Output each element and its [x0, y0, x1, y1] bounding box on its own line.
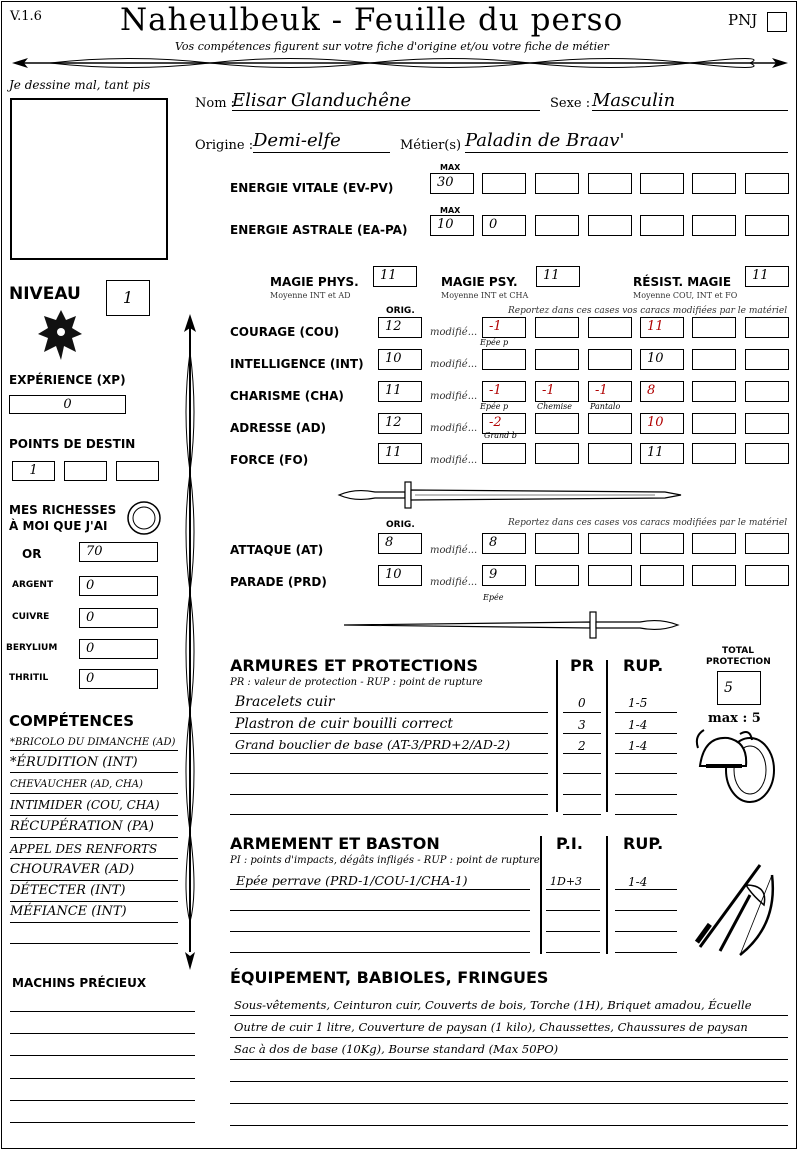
ea-label: ENERGIE ASTRALE (EA-PA): [230, 223, 408, 237]
ea-current-value: 0: [489, 217, 498, 232]
competence-item: CHOURAVER (AD): [10, 862, 135, 877]
stat-mod-value: -1: [489, 383, 502, 398]
armure-item-rup: 1-4: [628, 739, 648, 753]
money-value-thritil: 0: [86, 671, 95, 686]
origine-value: Demi-elfe: [253, 130, 341, 151]
total-protection-value: 5: [724, 680, 733, 696]
stat-mod-source: Chemise: [537, 402, 572, 411]
armure-line: [563, 814, 601, 815]
competence-item: APPEL DES RENFORTS: [10, 842, 158, 856]
armure-line: [230, 712, 548, 713]
stat-label: INTELLIGENCE (INT): [230, 357, 364, 371]
metier-field[interactable]: [465, 130, 788, 153]
stat-extra-box-2[interactable]: [745, 317, 789, 338]
armement-pi-header: P.I.: [556, 834, 583, 853]
nom-value: Elisar Glanduchêne: [232, 90, 412, 111]
magie-phys-note: Moyenne INT et AD: [270, 291, 351, 300]
stat-final-box[interactable]: [640, 349, 684, 370]
resist-magie-note: Moyenne COU, INT et FO: [633, 291, 738, 300]
money-value-berylium: 0: [86, 641, 95, 656]
magie-phys-value: 11: [380, 268, 397, 283]
destin-label: POINTS DE DESTIN: [9, 437, 136, 451]
magie-psy-note: Moyenne INT et CHA: [441, 291, 529, 300]
arme-line: [546, 889, 600, 890]
stat-orig-value: 12: [385, 319, 402, 334]
stat-mod-box-2[interactable]: [535, 349, 579, 370]
sword-ornament-icon: [335, 478, 685, 512]
ea-max-box[interactable]: [430, 215, 474, 236]
armure-item-rup: 1-5: [628, 696, 648, 710]
stat-mod-box-3[interactable]: [588, 381, 632, 402]
armure-line: [563, 753, 601, 754]
stat-mod-source: Pantalo: [590, 402, 621, 411]
armures-divider-1: [556, 660, 558, 812]
parade-mod-source: Epée: [483, 593, 504, 602]
stat-modif-label: modifié...: [430, 359, 478, 370]
ev-box-6[interactable]: [745, 173, 789, 194]
helmet-shield-icon: [694, 726, 778, 808]
arme-line: [615, 952, 677, 953]
ev-max-box[interactable]: [430, 173, 474, 194]
equipement-line-text: Sous-vêtements, Ceinturon cuir, Couverts de bois, Torche (1H), Briquet amadou, Écuelle: [234, 998, 752, 1012]
machins-line: [10, 1055, 195, 1056]
stat-label: ADRESSE (AD): [230, 421, 327, 435]
armures-title: ARMURES ET PROTECTIONS: [230, 656, 478, 675]
stat-mod-box-3[interactable]: [588, 443, 632, 464]
ev-box-1[interactable]: [482, 173, 526, 194]
vertical-spear-ornament: [178, 312, 202, 972]
arme-item-name: Epée perrave (PRD-1/COU-1/CHA-1): [236, 873, 468, 888]
origine-field[interactable]: [253, 130, 390, 153]
stat-orig-value: 11: [385, 383, 402, 398]
attaque-mod-box-4[interactable]: [640, 533, 684, 554]
equipement-line: [230, 1081, 788, 1082]
armure-line: [615, 733, 677, 734]
armure-line: [615, 753, 677, 754]
armure-item-name: Plastron de cuir bouilli correct: [235, 716, 453, 732]
arme-line: [230, 910, 530, 911]
richesses-label-1: MES RICHESSES: [9, 503, 117, 517]
stat-extra-box-1[interactable]: [692, 413, 736, 434]
xp-label: EXPÉRIENCE (XP): [9, 373, 126, 387]
page-title: Naheulbeuk - Feuille du perso: [120, 2, 624, 38]
stat-mod-source: Epée p: [480, 338, 509, 347]
max-protection: max : 5: [708, 711, 761, 726]
stat-mod-box-2[interactable]: [535, 443, 579, 464]
armure-line: [563, 773, 601, 774]
armure-line: [615, 773, 677, 774]
equipement-line-text: Outre de cuir 1 litre, Couverture de paysan (1 kilo), Chaussettes, Chaussures de paysan: [234, 1020, 748, 1034]
money-label-argent: ARGENT: [12, 580, 54, 590]
machins-line: [10, 1011, 195, 1012]
origine-label: Origine :: [195, 138, 254, 153]
stat-extra-box-1[interactable]: [692, 381, 736, 402]
arme-line: [546, 931, 600, 932]
competence-line: [10, 793, 178, 794]
niveau-label: NIVEAU: [9, 284, 81, 304]
arme-line: [615, 931, 677, 932]
machins-line: [10, 1078, 195, 1079]
armure-line: [615, 794, 677, 795]
armement-title: ARMEMENT ET BASTON: [230, 834, 440, 853]
attaque-orig-box[interactable]: [378, 533, 422, 554]
parade-mod-box-2[interactable]: [535, 565, 579, 586]
money-value-or: 70: [86, 544, 103, 559]
competence-line: [10, 772, 178, 773]
stat-mod-box-2[interactable]: [535, 413, 579, 434]
arme-line: [546, 910, 600, 911]
money-label-or: OR: [22, 547, 42, 561]
money-box-argent[interactable]: [79, 576, 158, 596]
machins-label: MACHINS PRÉCIEUX: [12, 976, 147, 990]
parade-mod-box-3[interactable]: [588, 565, 632, 586]
attaque-mod-box-6[interactable]: [745, 533, 789, 554]
stat-orig-box[interactable]: [378, 413, 422, 434]
resist-magie-label: RÉSIST. MAGIE: [633, 275, 732, 289]
armures-rup-header: RUP.: [623, 656, 664, 675]
armure-line: [230, 753, 548, 754]
competence-line: [10, 815, 178, 816]
competence-item: MÉFIANCE (INT): [10, 904, 127, 919]
stat-mod-box-3[interactable]: [588, 413, 632, 434]
stat-label: COURAGE (COU): [230, 325, 340, 339]
pnj-checkbox[interactable]: [767, 12, 787, 32]
arme-item-pi: 1D+3: [550, 875, 583, 888]
equipement-line: [230, 1037, 788, 1038]
armure-line: [230, 794, 548, 795]
header-spear-ornament: [10, 52, 790, 74]
stat-extra-box-2[interactable]: [745, 349, 789, 370]
destin-value: 1: [29, 463, 38, 478]
combat-orig-label: ORIG.: [386, 520, 415, 530]
equipement-line: [230, 1059, 788, 1060]
armure-line: [230, 773, 548, 774]
stat-final-box[interactable]: [640, 317, 684, 338]
pnj-label: PNJ: [728, 11, 758, 29]
magie-psy-label: MAGIE PSY.: [441, 275, 518, 289]
armement-subtitle: PI : points d'impacts, dégâts infligés - RUP : point de rupture: [230, 855, 540, 866]
equipement-line: [230, 1103, 788, 1104]
competence-line: [10, 837, 178, 838]
portrait-caption: Je dessine mal, tant pis: [9, 78, 151, 92]
stat-modif-label: modifié...: [430, 391, 478, 402]
money-label-cuivre: CUIVRE: [12, 612, 50, 622]
destin-box-3[interactable]: [116, 461, 159, 481]
stat-orig-value: 10: [385, 351, 402, 366]
stat-orig-box[interactable]: [378, 381, 422, 402]
stat-orig-box[interactable]: [378, 349, 422, 370]
ea-box-1[interactable]: [482, 215, 526, 236]
ea-box-4[interactable]: [640, 215, 684, 236]
arme-line: [230, 952, 530, 953]
xp-box[interactable]: [9, 395, 126, 414]
attaque-mod-box-3[interactable]: [588, 533, 632, 554]
ea-box-2[interactable]: [535, 215, 579, 236]
parade-mod-box-4[interactable]: [640, 565, 684, 586]
magie-psy-box[interactable]: [536, 266, 580, 287]
parade-mod-box-6[interactable]: [745, 565, 789, 586]
stat-orig-value: 11: [385, 445, 402, 460]
armures-divider-2: [606, 660, 608, 812]
competence-item: INTIMIDER (COU, CHA): [10, 798, 160, 812]
niveau-value: 1: [122, 288, 134, 307]
ev-label: ENERGIE VITALE (EV-PV): [230, 181, 394, 195]
competence-item: *BRICOLO DU DIMANCHE (AD): [10, 737, 176, 748]
armement-divider-2: [606, 836, 608, 954]
stat-mod-source: Epée p: [480, 402, 509, 411]
ev-max-value: 30: [437, 175, 454, 190]
stat-mod-box-1[interactable]: [482, 317, 526, 338]
money-value-argent: 0: [86, 578, 95, 593]
armure-line: [230, 814, 548, 815]
stat-final-box[interactable]: [640, 381, 684, 402]
stat-mod-box-2[interactable]: [535, 381, 579, 402]
xp-value: 0: [63, 397, 72, 412]
stat-final-value: 8: [647, 383, 656, 398]
arme-line: [615, 889, 677, 890]
metier-label: Métier(s): [400, 138, 462, 153]
ev-box-4[interactable]: [640, 173, 684, 194]
armure-line: [230, 733, 548, 734]
sexe-value: Masculin: [592, 90, 676, 111]
stat-mod-box-2[interactable]: [535, 317, 579, 338]
ev-box-2[interactable]: [535, 173, 579, 194]
armure-line: [615, 712, 677, 713]
ea-box-5[interactable]: [692, 215, 736, 236]
stat-mod-value: -2: [489, 415, 502, 430]
parade-orig-box[interactable]: [378, 565, 422, 586]
armure-item-pr: 0: [578, 696, 586, 710]
machins-line: [10, 1122, 195, 1123]
portrait-frame[interactable]: [10, 98, 168, 260]
stats-note: Reportez dans ces cases vos caracs modifiées par le matériel: [508, 306, 788, 316]
money-box-cuivre[interactable]: [79, 608, 158, 628]
competence-line: [10, 858, 178, 859]
stat-final-value: 11: [647, 319, 664, 334]
sexe-label: Sexe :: [550, 96, 591, 111]
ev-box-5[interactable]: [692, 173, 736, 194]
stat-mod-box-1[interactable]: [482, 349, 526, 370]
stat-extra-box-2[interactable]: [745, 413, 789, 434]
stat-extra-box-1[interactable]: [692, 443, 736, 464]
competence-item: RÉCUPÉRATION (PA): [10, 819, 154, 834]
destin-box-1[interactable]: [12, 461, 55, 481]
money-label-thritil: THRITIL: [9, 673, 49, 683]
stat-final-value: 10: [647, 351, 664, 366]
magie-phys-box[interactable]: [373, 266, 417, 287]
stat-label: CHARISME (CHA): [230, 389, 344, 403]
stat-mod-source: Grand b: [484, 431, 517, 440]
parade-mod-box-5[interactable]: [692, 565, 736, 586]
armement-divider-1: [540, 836, 542, 954]
money-label-berylium: BERYLIUM: [6, 643, 58, 653]
ev-box-3[interactable]: [588, 173, 632, 194]
stat-final-box[interactable]: [640, 413, 684, 434]
total-protection-label-1: TOTAL: [722, 646, 754, 656]
stat-final-box[interactable]: [640, 443, 684, 464]
coin-icon: [126, 500, 162, 536]
weapons-icon: [690, 855, 782, 957]
money-box-berylium[interactable]: [79, 639, 158, 659]
machins-line: [10, 1033, 195, 1034]
stat-modif-label: modifié...: [430, 327, 478, 338]
parade-orig-value: 10: [385, 567, 402, 582]
stat-orig-value: 12: [385, 415, 402, 430]
stat-extra-box-2[interactable]: [745, 443, 789, 464]
resist-magie-value: 11: [752, 268, 769, 283]
richesses-label-2: À MOI QUE J'AI: [9, 519, 108, 533]
competence-line: [10, 901, 178, 902]
machins-line: [10, 1100, 195, 1101]
parade-mod-value: 9: [489, 567, 498, 582]
money-box-thritil[interactable]: [79, 669, 158, 689]
competence-item: CHEVAUCHER (AD, CHA): [10, 779, 143, 790]
magie-psy-value: 11: [543, 268, 560, 283]
attaque-orig-value: 8: [385, 535, 394, 550]
arme-line: [546, 952, 600, 953]
stat-extra-box-1[interactable]: [692, 349, 736, 370]
attaque-mod-box-2[interactable]: [535, 533, 579, 554]
armure-line: [563, 712, 601, 713]
armure-line: [615, 814, 677, 815]
competence-line: [10, 880, 178, 881]
armure-line: [563, 794, 601, 795]
armement-rup-header: RUP.: [623, 834, 664, 853]
armures-pr-header: PR: [570, 656, 595, 675]
ea-box-6[interactable]: [745, 215, 789, 236]
stat-mod-value: -1: [542, 383, 555, 398]
resist-magie-box[interactable]: [745, 266, 789, 287]
ea-box-3[interactable]: [588, 215, 632, 236]
stat-extra-box-2[interactable]: [745, 381, 789, 402]
metier-value: Paladin de Braav': [465, 130, 625, 151]
money-value-cuivre: 0: [86, 610, 95, 625]
arme-item-rup: 1-4: [628, 875, 648, 889]
equipement-line: [230, 1015, 788, 1016]
arme-line: [230, 931, 530, 932]
stat-final-value: 10: [647, 415, 664, 430]
version-label: V.1.6: [10, 9, 42, 24]
attaque-modif-label: modifié...: [430, 545, 478, 556]
competences-label: COMPÉTENCES: [9, 712, 135, 730]
armure-item-pr: 3: [578, 718, 586, 732]
stat-final-value: 11: [647, 445, 664, 460]
sexe-field[interactable]: [592, 90, 788, 111]
stat-orig-box[interactable]: [378, 443, 422, 464]
stat-mod-box-1[interactable]: [482, 443, 526, 464]
equipement-title: ÉQUIPEMENT, BABIOLES, FRINGUES: [230, 968, 549, 987]
stat-mod-value: -1: [489, 319, 502, 334]
ea-max-label: MAX: [440, 206, 461, 215]
stat-orig-box[interactable]: [378, 317, 422, 338]
attaque-mod-box-1[interactable]: [482, 533, 526, 554]
armures-subtitle: PR : valeur de protection - RUP : point de rupture: [230, 677, 483, 688]
nom-field[interactable]: [232, 90, 540, 111]
armure-line: [563, 733, 601, 734]
attaque-mod-value: 8: [489, 535, 498, 550]
parade-modif-label: modifié...: [430, 577, 478, 588]
money-box-or[interactable]: [79, 542, 158, 562]
parade-mod-box-1[interactable]: [482, 565, 526, 586]
destin-box-2[interactable]: [64, 461, 107, 481]
stat-extra-box-1[interactable]: [692, 317, 736, 338]
stat-mod-value: -1: [595, 383, 608, 398]
armure-item-name: Bracelets cuir: [235, 694, 335, 710]
stat-mod-box-1[interactable]: [482, 381, 526, 402]
nom-label: Nom :: [195, 96, 236, 111]
total-protection-label-2: PROTECTION: [706, 657, 771, 667]
stat-label: FORCE (FO): [230, 453, 309, 467]
parade-label: PARADE (PRD): [230, 575, 327, 589]
attaque-label: ATTAQUE (AT): [230, 543, 324, 557]
ea-max-value: 10: [437, 217, 454, 232]
dragon-icon: [36, 306, 86, 364]
attaque-mod-box-5[interactable]: [692, 533, 736, 554]
competence-item: *ÉRUDITION (INT): [10, 755, 138, 770]
total-protection-box[interactable]: [717, 671, 761, 705]
equipement-line: [230, 1125, 788, 1126]
stats-orig-label: ORIG.: [386, 306, 415, 316]
page-subtitle: Vos compétences figurent sur votre fiche d'origine et/ou votre fiche de métier: [175, 40, 609, 53]
arme-line: [615, 910, 677, 911]
armure-item-name: Grand bouclier de base (AT-3/PRD+2/AD-2): [235, 737, 511, 752]
equipement-line-text: Sac à dos de base (10Kg), Bourse standard (Max 50PO): [234, 1042, 559, 1056]
stat-mod-box-3[interactable]: [588, 317, 632, 338]
sword-ornament-icon: [340, 608, 685, 642]
competence-line: [10, 922, 178, 923]
ev-max-label: MAX: [440, 163, 461, 172]
stat-modif-label: modifié...: [430, 423, 478, 434]
combat-note: Reportez dans ces cases vos caracs modifiées par le matériel: [508, 518, 788, 528]
competence-line: [10, 943, 178, 944]
magie-phys-label: MAGIE PHYS.: [270, 275, 359, 289]
stat-modif-label: modifié...: [430, 455, 478, 466]
competence-line: [10, 750, 178, 751]
armure-item-rup: 1-4: [628, 718, 648, 732]
stat-mod-box-3[interactable]: [588, 349, 632, 370]
competence-item: DÉTECTER (INT): [10, 883, 126, 898]
arme-line: [230, 889, 530, 890]
armure-item-pr: 2: [578, 739, 586, 753]
niveau-box[interactable]: [106, 280, 150, 316]
